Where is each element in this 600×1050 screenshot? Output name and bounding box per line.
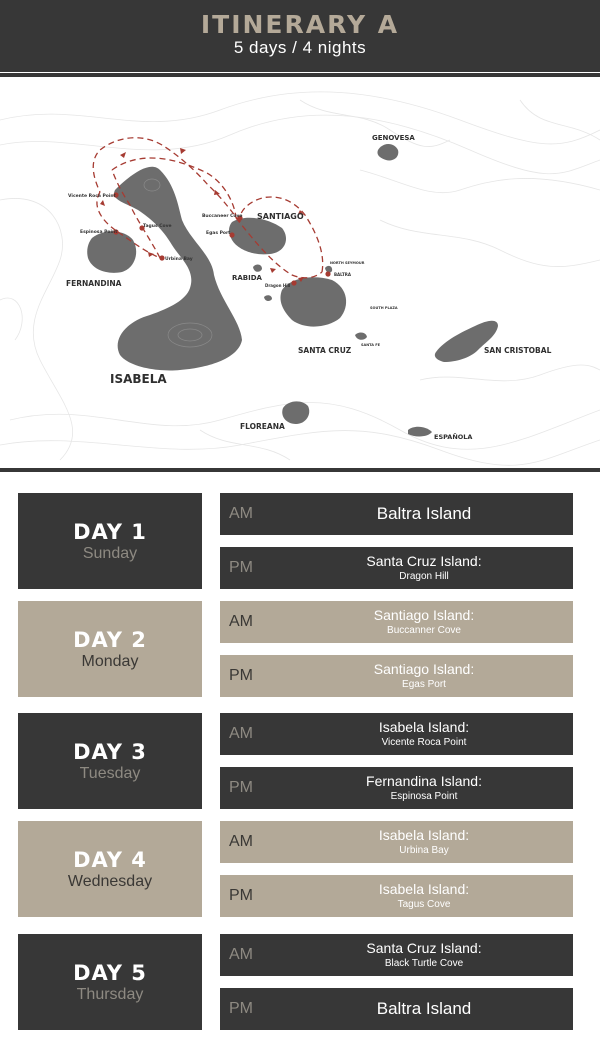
fernandina-label: FERNANDINA <box>66 279 122 288</box>
espanola-label: ESPAÑOLA <box>434 433 473 441</box>
activity-title: Isabela Island: <box>378 881 470 897</box>
buccaneer-cove-label: Buccaneer Cove <box>202 214 243 219</box>
santa-fe-label: SANTA FE <box>361 343 380 347</box>
galapagos-route-map <box>0 80 600 468</box>
period-label: AM <box>229 946 253 963</box>
itinerary-subtitle: 5 days / 4 nights <box>233 38 367 57</box>
period-label: PM <box>229 559 253 576</box>
period-label: AM <box>229 505 253 522</box>
top-divider <box>0 73 600 77</box>
activity-title: Isabela Island: <box>378 827 470 843</box>
period-label: PM <box>229 887 253 904</box>
day-2-am-slot <box>220 601 573 643</box>
day-label: DAY 4 <box>73 848 147 872</box>
day-1-am-slot <box>220 493 573 535</box>
genovesa-label: GENOVESA <box>372 134 415 142</box>
day-weekday: Tuesday <box>79 765 141 782</box>
day-weekday: Sunday <box>82 545 138 562</box>
day-label: DAY 3 <box>73 740 147 764</box>
day-label: DAY 5 <box>73 961 147 985</box>
day-5-am-slot <box>220 934 573 976</box>
isabela-island-shape <box>114 167 242 371</box>
tagus-cove-label: Tagus Cove <box>143 224 172 229</box>
day-3-box <box>18 713 202 809</box>
activity-title: Baltra Island <box>376 504 472 523</box>
san-cristobal-label: SAN CRISTOBAL <box>484 346 552 355</box>
day-label: DAY 1 <box>73 520 147 544</box>
day-5-box <box>18 934 202 1030</box>
activity-site: Dragon Hill <box>399 571 449 582</box>
day-4-pm-slot <box>220 875 573 917</box>
period-label: AM <box>229 613 253 630</box>
activity-site: Espinosa Point <box>390 791 458 802</box>
activity-title: Baltra Island <box>376 999 472 1018</box>
activity-title: Isabela Island: <box>378 719 470 735</box>
vicente-roca-point-label: Vicente Roca Point <box>68 194 116 199</box>
santiago-island-shape <box>229 218 286 255</box>
santa-cruz-label: SANTA CRUZ <box>298 346 352 355</box>
day-1-box <box>18 493 202 589</box>
north-seymour-label: NORTH SEYMOUR <box>330 261 365 265</box>
santa-cruz-island-shape <box>280 277 346 326</box>
pinzon-island-shape <box>264 295 272 301</box>
activity-title: Santiago Island: <box>373 661 475 677</box>
activity-title: Santa Cruz Island: <box>366 553 482 569</box>
day-5-pm-slot <box>220 988 573 1030</box>
period-label: PM <box>229 1000 253 1017</box>
activity-site: Urbina Bay <box>399 845 449 856</box>
santiago-label: SANTIAGO <box>257 212 304 221</box>
activity-site: Black Turtle Cove <box>384 958 464 969</box>
activity-site: Vicente Roca Point <box>381 737 467 748</box>
egas-port-label: Egas Port <box>206 231 231 236</box>
rabida-island-shape <box>253 265 262 272</box>
day-1-pm-slot <box>220 547 573 589</box>
header-banner <box>0 0 600 72</box>
day-2-box <box>18 601 202 697</box>
floreana-label: FLOREANA <box>240 422 285 431</box>
espinosa-point-label: Espinosa Point <box>80 230 118 235</box>
day-4-box <box>18 821 202 917</box>
dragon-hill-label: Dragon Hill <box>265 283 291 288</box>
san-cristobal-island-shape <box>435 321 498 362</box>
day-weekday: Wednesday <box>67 873 153 890</box>
baltra-label: BALTRA <box>334 272 351 277</box>
activity-title: Santa Cruz Island: <box>366 940 482 956</box>
day-3-pm-slot <box>220 767 573 809</box>
day-weekday: Monday <box>81 653 139 670</box>
itinerary-title: ITINERARY A <box>200 10 400 39</box>
period-label: AM <box>229 833 253 850</box>
activity-site: Tagus Cove <box>397 899 451 910</box>
activity-title: Santiago Island: <box>373 607 475 623</box>
south-plaza-label: SOUTH PLAZA <box>370 306 398 310</box>
period-label: PM <box>229 779 253 796</box>
urbina-bay-label: Urbina Bay <box>165 257 193 262</box>
day-weekday: Thursday <box>76 986 144 1003</box>
island-shapes <box>87 144 498 436</box>
day-4-am-slot <box>220 821 573 863</box>
activity-site: Buccanner Cove <box>387 625 461 636</box>
activity-title: Fernandina Island: <box>366 773 482 789</box>
fernandina-island-shape <box>87 231 136 272</box>
map-bottom-divider <box>0 468 600 472</box>
day-2-pm-slot <box>220 655 573 697</box>
floreana-island-shape <box>282 401 309 424</box>
period-label: PM <box>229 667 253 684</box>
espanola-island-shape <box>408 427 432 437</box>
day-label: DAY 2 <box>73 628 147 652</box>
genovesa-island-shape <box>377 144 398 161</box>
isabela-label: ISABELA <box>110 372 167 386</box>
period-label: AM <box>229 725 253 742</box>
day-3-am-slot <box>220 713 573 755</box>
rabida-label: RABIDA <box>232 274 262 282</box>
activity-site: Egas Port <box>402 679 446 690</box>
santa-fe-island-shape <box>355 333 367 340</box>
